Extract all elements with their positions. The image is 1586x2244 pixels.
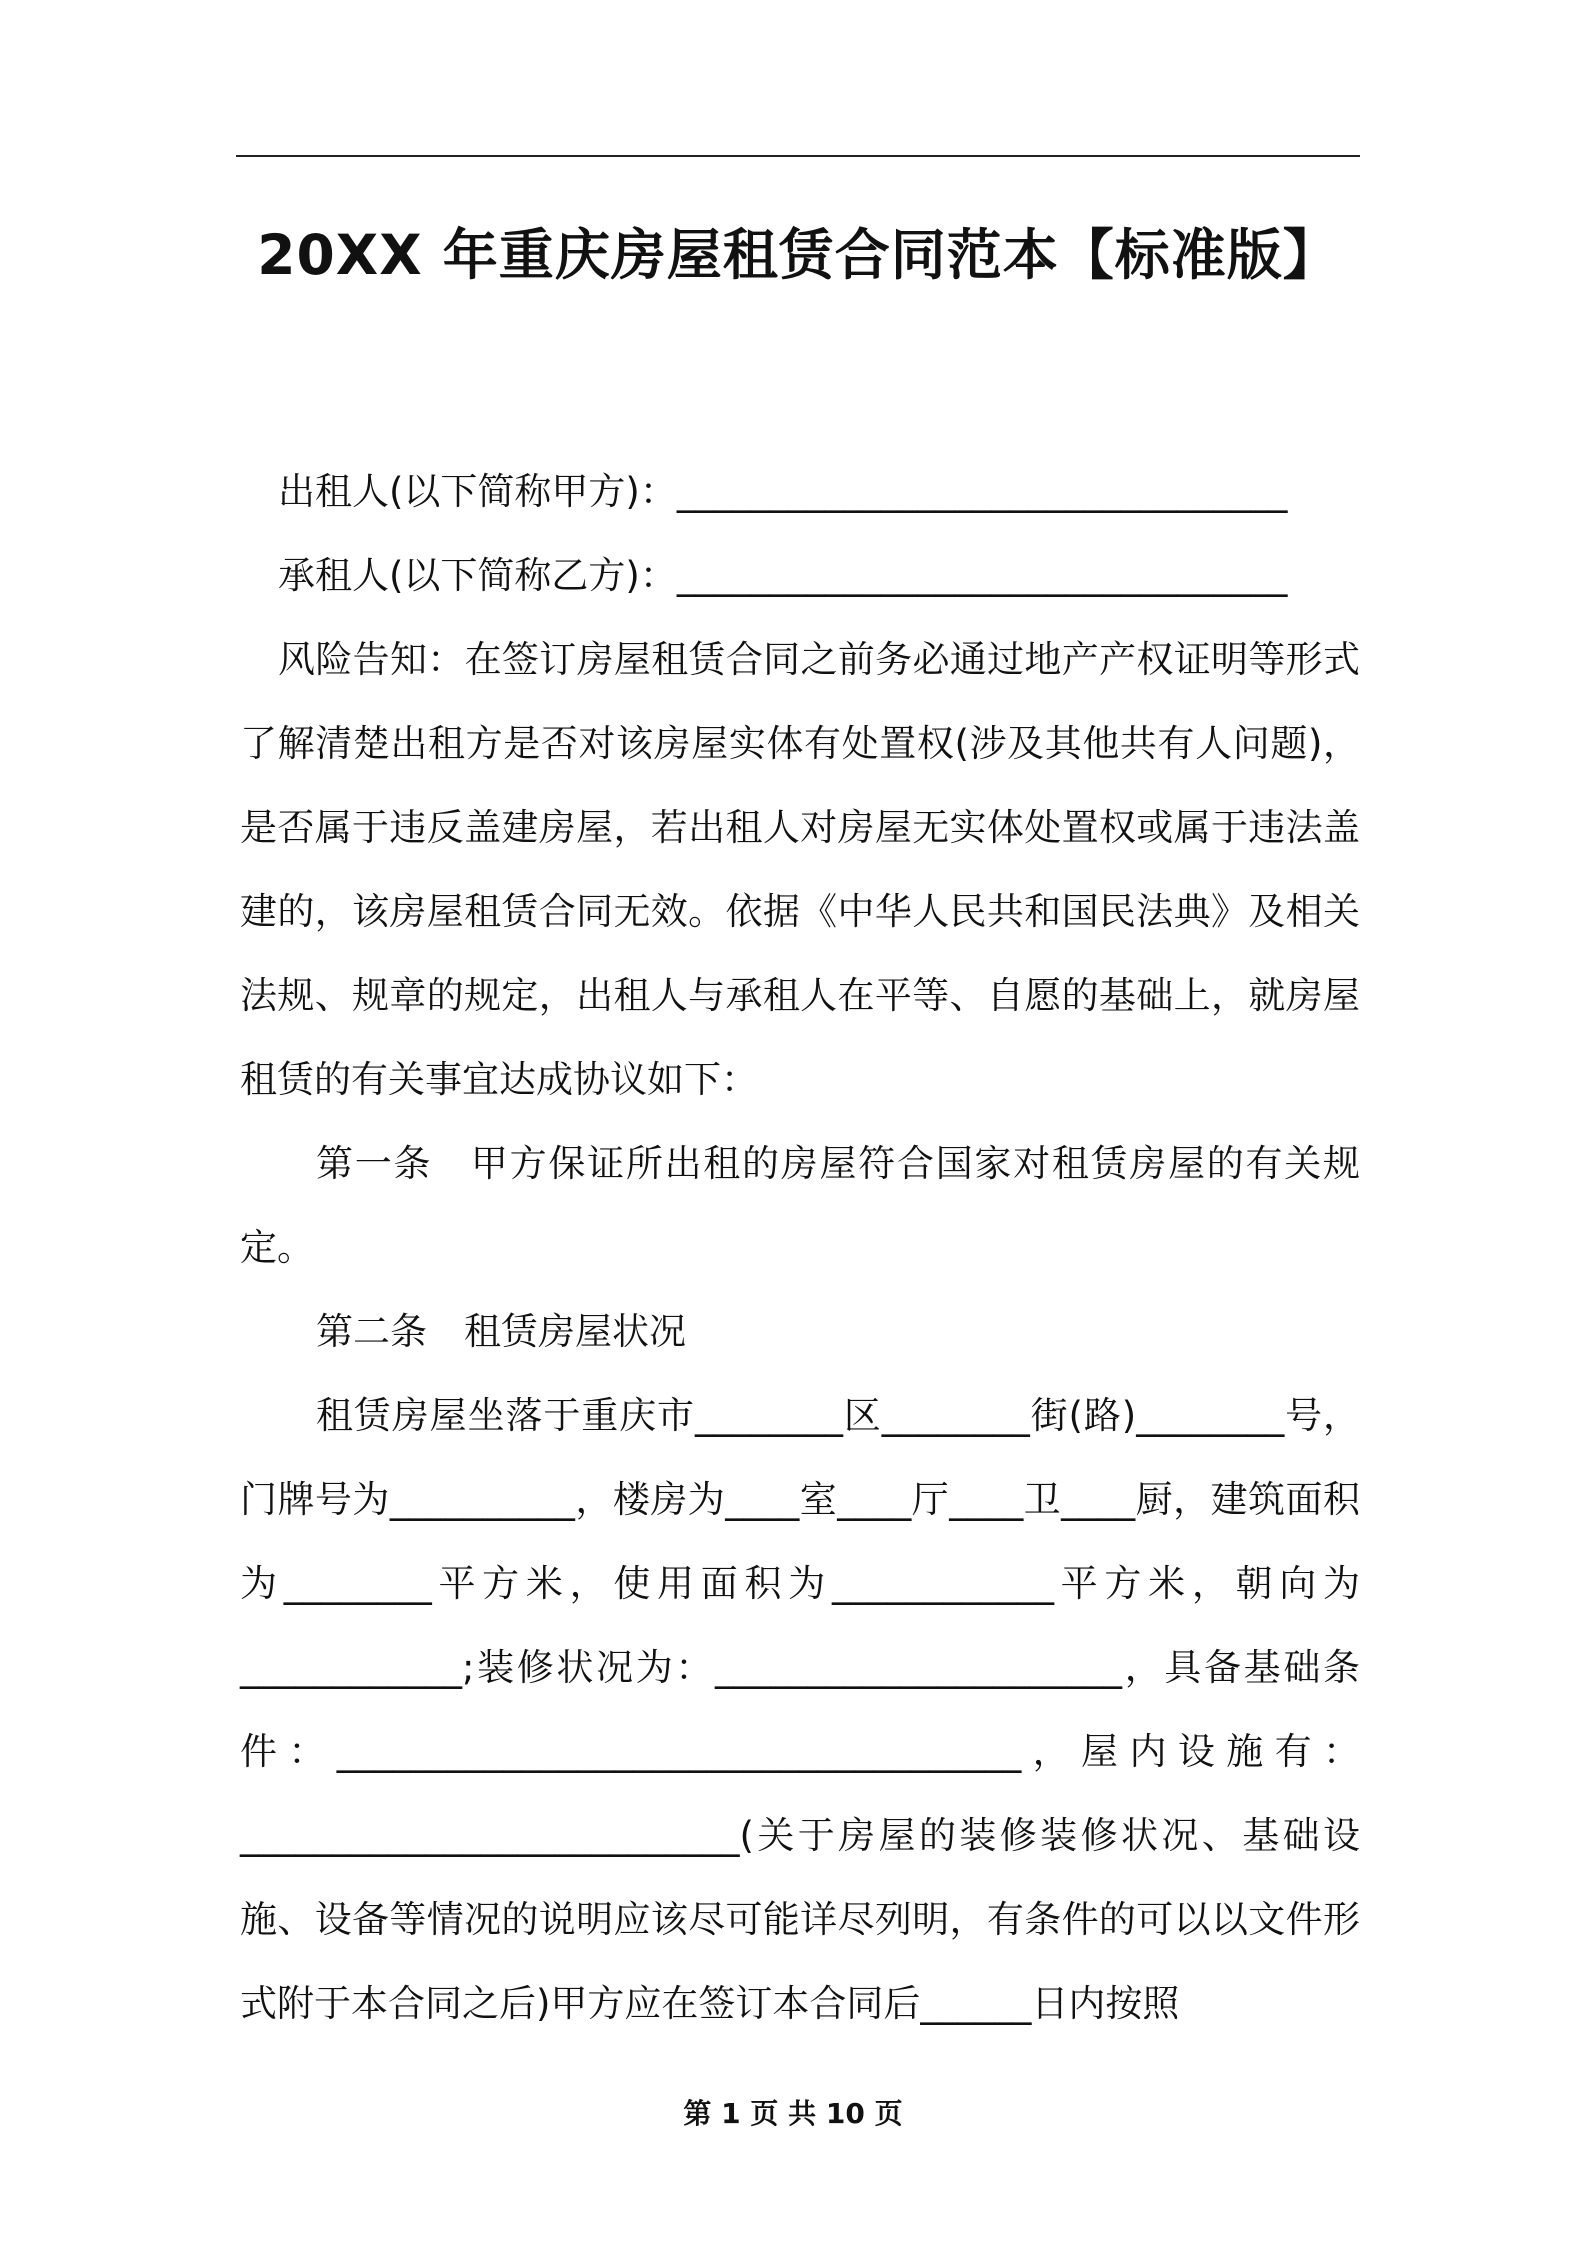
document-body [240,450,1360,2046]
lessee-line: 承租人(以下简称乙方)：_________________________________ [278,554,1288,597]
article-2-paragraph: 租赁房屋坐落于重庆市________区________街(路)________号，门牌号为__________，楼房为____室____厅____卫____厨，建筑面积为________平方米，使用面积为____________平方米，朝向为____________;装修状况为：______________________，具备基础条件：_____________________________________，屋内设施有：___________________________(关于房屋的装修装修状况、基础设施、设备等情况的说明应该尽可能详尽列明，有条件的可以以文件形式附于本合同之后)甲方应在签订本合同后______日内按照 [240,1394,1360,2025]
document-title: 20XX 年重庆房屋租赁合同范本【标准版】 [257,223,1339,287]
article-2-heading: 第二条 租赁房屋状况 [316,1310,686,1353]
lessor-line: 出租人(以下简称甲方)：_________________________________ [278,470,1288,513]
page-number-footer: 第 1 页 共 10 页 [683,2097,903,2130]
header-rule [236,155,1360,157]
risk-notice-paragraph: 风险告知：在签订房屋租赁合同之前务必通过地产产权证明等形式了解清楚出租方是否对该房屋实体有处置权(涉及其他共有人问题)，是否属于违反盖建房屋，若出租人对房屋无实体处置权或属于违法盖建的，该房屋租赁合同无效。依据《中华人民共和国民法典》及相关法规、规章的规定，出租人与承租人在平等、自愿的基础上，就房屋租赁的有关事宜达成协议如下： [240,638,1360,1101]
article-1-paragraph: 第一条 甲方保证所出租的房屋符合国家对租赁房屋的有关规定。 [240,1142,1360,1269]
